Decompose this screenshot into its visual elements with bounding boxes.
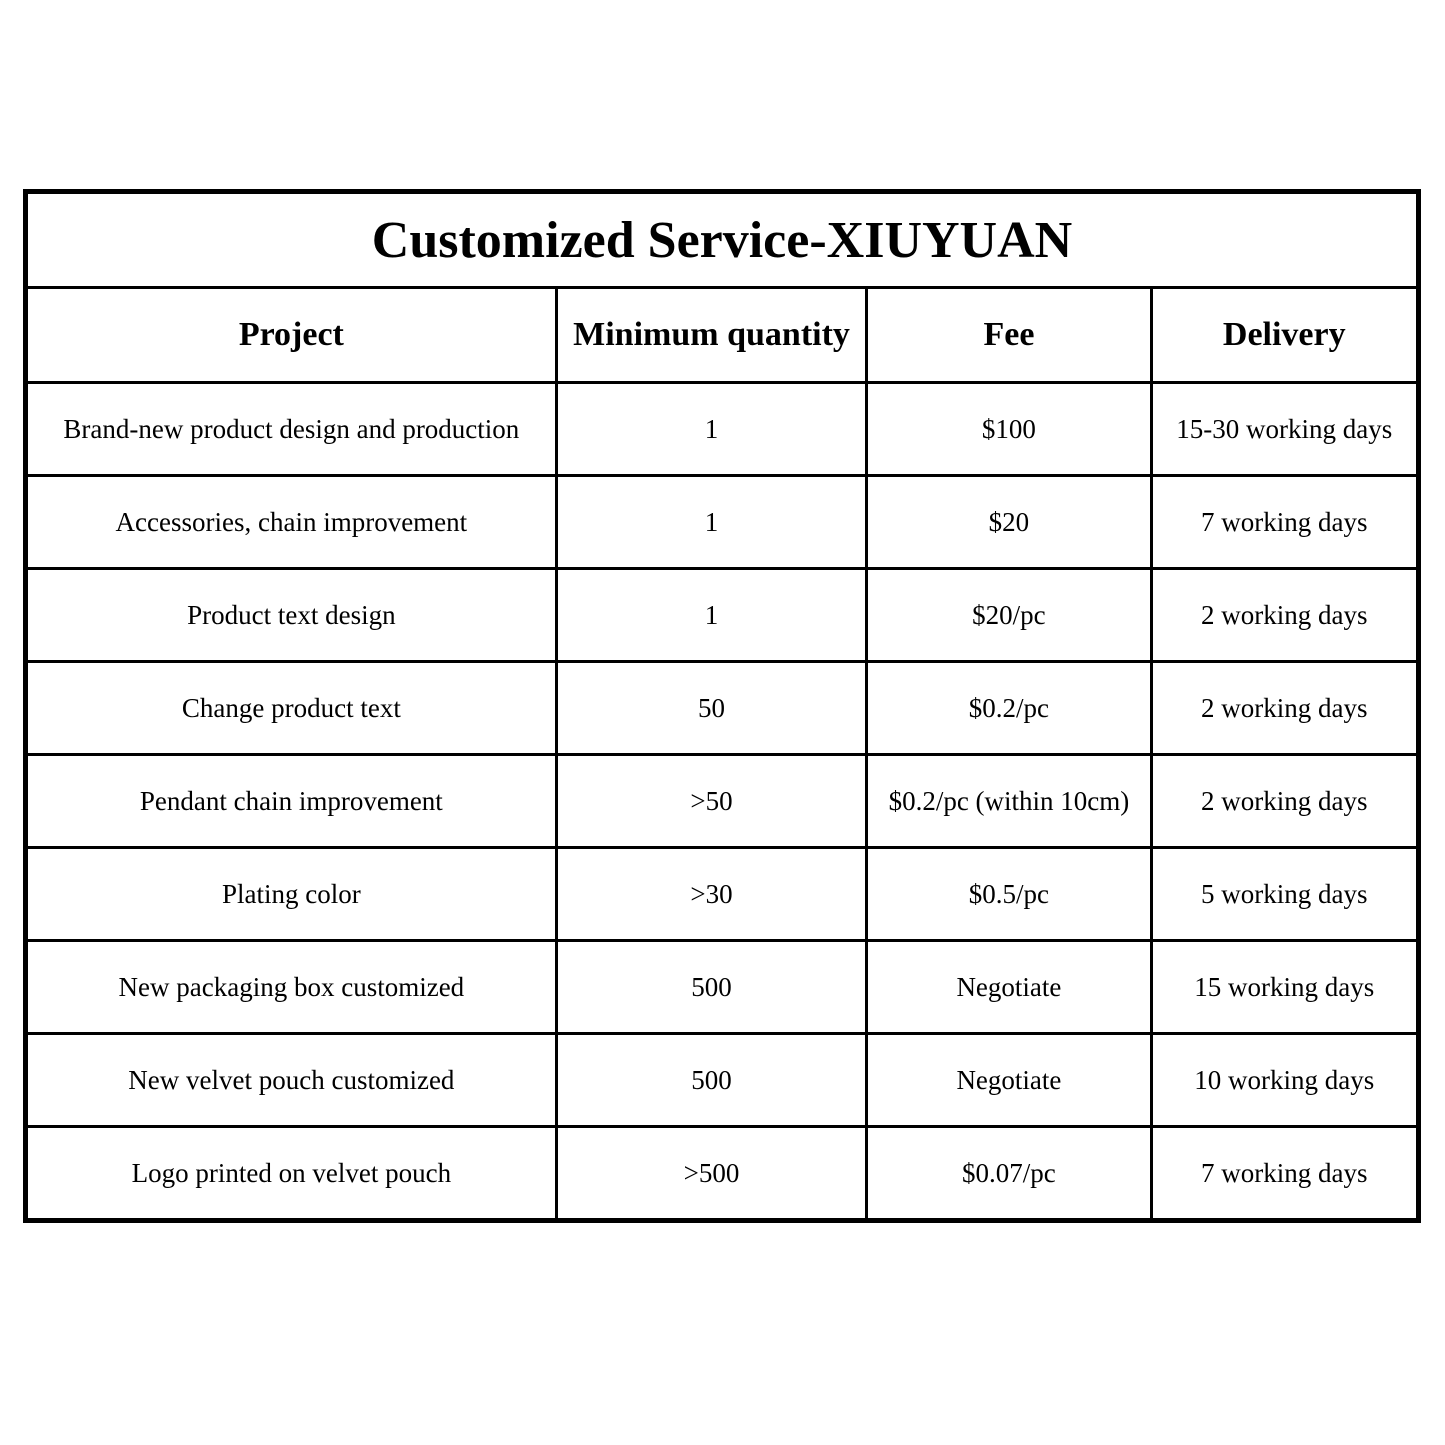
cell-delivery: 15 working days: [1151, 941, 1418, 1034]
cell-min-qty: 1: [556, 383, 867, 476]
cell-min-qty: >50: [556, 755, 867, 848]
cell-fee: Negotiate: [867, 1034, 1151, 1127]
cell-fee: $20/pc: [867, 569, 1151, 662]
cell-project: New packaging box customized: [26, 941, 557, 1034]
cell-project: Product text design: [26, 569, 557, 662]
table-row: [26, 662, 1419, 755]
header-row: [26, 288, 1419, 383]
cell-delivery: 2 working days: [1151, 662, 1418, 755]
col-header-min-qty: Minimum quantity: [556, 288, 867, 383]
table-row: [26, 476, 1419, 569]
cell-min-qty: >30: [556, 848, 867, 941]
cell-project: New velvet pouch customized: [26, 1034, 557, 1127]
cell-fee: $0.2/pc: [867, 662, 1151, 755]
cell-delivery: 2 working days: [1151, 569, 1418, 662]
cell-project: Pendant chain improvement: [26, 755, 557, 848]
table-title: Customized Service-XIUYUAN: [26, 192, 1419, 288]
cell-fee: $20: [867, 476, 1151, 569]
cell-delivery: 15-30 working days: [1151, 383, 1418, 476]
cell-fee: $0.5/pc: [867, 848, 1151, 941]
cell-delivery: 7 working days: [1151, 1127, 1418, 1221]
cell-delivery: 2 working days: [1151, 755, 1418, 848]
cell-min-qty: 1: [556, 569, 867, 662]
cell-delivery: 10 working days: [1151, 1034, 1418, 1127]
cell-min-qty: 500: [556, 941, 867, 1034]
table-row: [26, 1127, 1419, 1221]
cell-min-qty: >500: [556, 1127, 867, 1221]
cell-min-qty: 1: [556, 476, 867, 569]
title-row: [26, 192, 1419, 288]
cell-fee: $100: [867, 383, 1151, 476]
table-row: [26, 569, 1419, 662]
table-row: [26, 755, 1419, 848]
customized-service-table: [23, 189, 1421, 1223]
col-header-fee: Fee: [867, 288, 1151, 383]
table-row: [26, 941, 1419, 1034]
cell-delivery: 5 working days: [1151, 848, 1418, 941]
cell-min-qty: 500: [556, 1034, 867, 1127]
table-row: [26, 383, 1419, 476]
cell-fee: $0.2/pc (within 10cm): [867, 755, 1151, 848]
cell-fee: Negotiate: [867, 941, 1151, 1034]
cell-min-qty: 50: [556, 662, 867, 755]
cell-project: Logo printed on velvet pouch: [26, 1127, 557, 1221]
table-row: [26, 848, 1419, 941]
cell-project: Change product text: [26, 662, 557, 755]
cell-delivery: 7 working days: [1151, 476, 1418, 569]
cell-fee: $0.07/pc: [867, 1127, 1151, 1221]
cell-project: Accessories, chain improvement: [26, 476, 557, 569]
col-header-delivery: Delivery: [1151, 288, 1418, 383]
cell-project: Plating color: [26, 848, 557, 941]
table-row: [26, 1034, 1419, 1127]
cell-project: Brand-new product design and production: [26, 383, 557, 476]
col-header-project: Project: [26, 288, 557, 383]
